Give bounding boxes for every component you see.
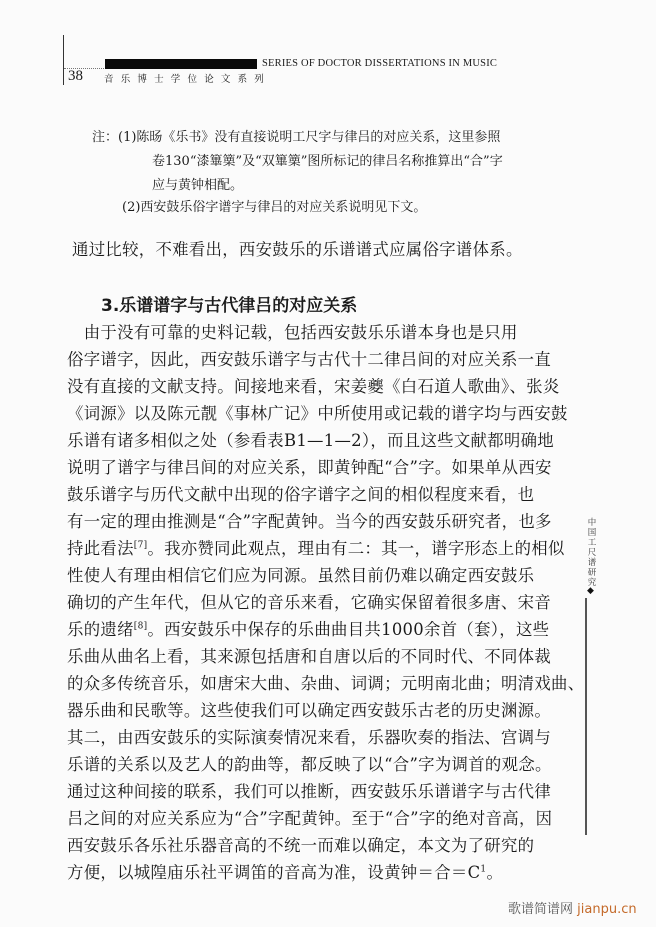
body-line: 西安鼓乐各乐社乐器音高的不统一而难以确定，本文为了研究的 [67, 836, 535, 855]
watermark-en: jianpu.cn [577, 902, 637, 917]
body-text: 持此看法 [67, 539, 134, 558]
body-line: 说明了谱字与律吕间的对应关系，即黄钟配“合”字。如果单从西安 [67, 458, 552, 477]
body-line: 通过这种间接的联系，我们可以推断，西安鼓乐乐谱谱字与古代律 [67, 782, 552, 801]
body-line: 乐谱的关系以及艺人的韵曲等，都反映了以“合”字为调首的观念。 [67, 755, 552, 774]
body-text: 。 [486, 863, 504, 882]
side-rule [585, 598, 587, 835]
body-line: 乐曲从曲名上看，其来源包括唐和自唐以后的不同时代、不同体裁 [67, 647, 552, 666]
footnote-ref[interactable]: [8] [133, 621, 148, 632]
body-line: 吕之间的对应关系应为“合”字配黄钟。至于“合”字的绝对音高，因 [67, 809, 553, 828]
body-line: 器乐曲和民歌等。这些使我们可以确定西安鼓乐古老的历史渊源。 [67, 701, 552, 720]
footnote-ref[interactable]: [7] [133, 540, 148, 551]
body-line: 由于没有可靠的史料记载，包括西安鼓乐乐谱本身也是只用 [67, 323, 518, 342]
diamond-icon: ◆ [587, 586, 594, 596]
header-rule-vertical [63, 35, 64, 85]
watermark [508, 898, 637, 917]
body-text: 。西安鼓乐中保存的乐曲曲目共1000余首（套），这些 [147, 620, 550, 639]
watermark-cn: 歌谱简谱网 [508, 902, 574, 917]
body-line [67, 859, 503, 883]
body-line: 《词源》以及陈元靓《事林广记》中所使用或记载的谱字均与西安鼓 [67, 404, 568, 423]
body-text: 方便，以城隍庙乐社平调笛的音高为准，设黄钟＝合＝C [67, 863, 481, 882]
running-side-title: 中国工尺谱研究 [587, 518, 597, 588]
note-1-line-2: 卷130“漆篳篥”及“双篳篥”图所标记的律吕名称推算出“合”字 [152, 154, 503, 169]
note-2: (2)西安鼓乐俗字谱字与律吕的对应关系说明见下文。 [122, 200, 427, 215]
body-text: 乐的遗绪 [67, 620, 134, 639]
section-heading: 3.乐谱谱字与古代律吕的对应关系 [101, 296, 358, 316]
body-line: 乐谱有诸多相似之处（参看表B1—1—2），而且这些文献都明确地 [67, 431, 554, 450]
conclusion-paragraph: 通过比较，不难看出，西安鼓乐的乐谱谱式应属俗字谱体系。 [72, 240, 523, 259]
body-line: 鼓乐谱字与历代文献中出现的俗字谱字之间的相似程度来看，也 [67, 485, 535, 504]
body-line: 确切的产生年代，但从它的音乐来看，它确实保留着很多唐、宋音 [67, 593, 552, 612]
body-line: 没有直接的文献支持。间接地来看，宋姜夔《白石道人歌曲》、张炎 [67, 377, 560, 396]
body-line [67, 616, 549, 640]
body-line: 俗字谱字，因此，西安鼓乐谱字与古代十二律吕间的对应关系一直 [67, 350, 552, 369]
note-1-line-3: 应与黄钟相配。 [152, 178, 244, 193]
series-title-en: SERIES OF DOCTOR DISSERTATIONS IN MUSIC [262, 58, 498, 69]
series-title-cn: 音乐博士学位论文系列 [104, 74, 272, 85]
body-line: 的众多传统音乐，如唐宋大曲、杂曲、词调；元明南北曲；明清戏曲、 [67, 674, 585, 693]
body-line: 其二，由西安鼓乐的实际演奏情况来看，乐器吹奏的指法、宫调与 [67, 728, 552, 747]
body-line [67, 535, 565, 559]
superscript: 1 [480, 864, 487, 875]
note-1-line-1: 注：(1)陈旸《乐书》没有直接说明工尺字与律吕的对应关系，这里参照 [92, 130, 501, 145]
header-black-bar [105, 59, 257, 69]
body-text: 。我亦赞同此观点，理由有二：其一，谱字形态上的相似 [147, 539, 565, 558]
page-number: 38 [68, 68, 83, 84]
body-line: 有一定的理由推测是“合”字配黄钟。当今的西安鼓乐研究者，也多 [67, 512, 552, 531]
body-line: 性使人有理由相信它们应为同源。虽然目前仍难以确定西安鼓乐 [67, 566, 535, 585]
